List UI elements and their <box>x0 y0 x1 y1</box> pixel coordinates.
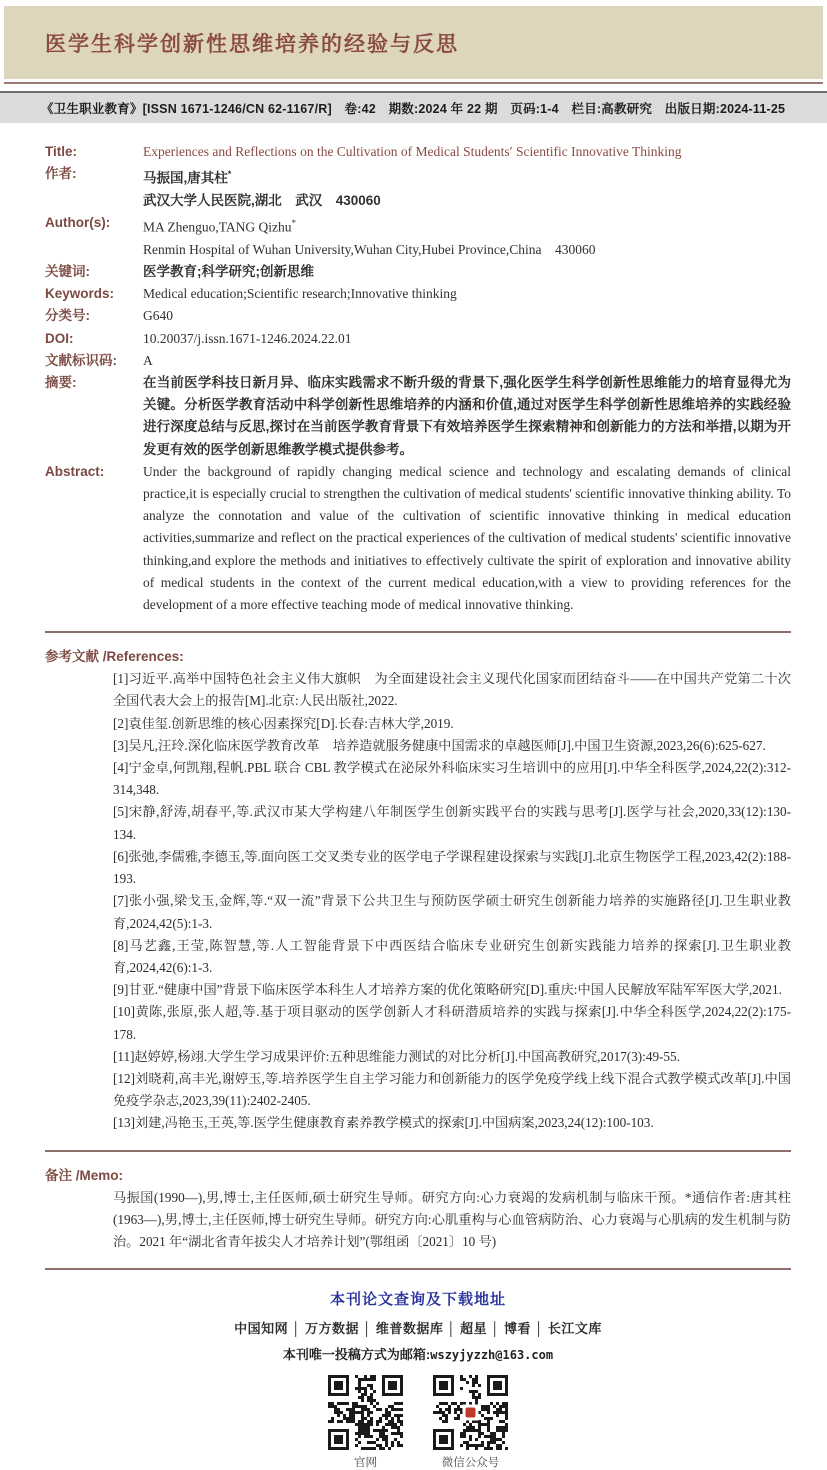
section-divider <box>45 1150 791 1152</box>
field-label-classification: 分类号: <box>45 308 90 324</box>
reference-item: [5]宋静,舒涛,胡春平,等.武汉市某大学构建八年制医学生创新实践平台的实践与思考[J].医学与社会,2020,33(12):130-134. <box>113 804 791 842</box>
meta-row-authors-cn <box>45 163 791 190</box>
memo-heading: 备注 /Memo: <box>45 1167 124 1183</box>
journal-info-bar: 《卫生职业教育》[ISSN 1671-1246/CN 62-1167/R] 卷:42 期数:2024 年 22 期 页码:1-4 栏目:高教研究 出版日期:2024-11-25 <box>0 91 827 123</box>
field-label-keywords-en: Keywords: <box>45 286 115 302</box>
qr-code-wechat <box>433 1375 508 1450</box>
field-value-classification: G640 <box>143 308 173 324</box>
reference-item: [7]张小强,梁戈玉,金辉,等.“双一流”背景下公共卫生与预防医学硕士研究生创新能力培养的实施路径[J].卫生职业教育,2024,42(5):1-3. <box>113 893 791 931</box>
qr-code-website <box>328 1375 403 1450</box>
field-label-authors-cn: 作者: <box>45 166 77 182</box>
field-value-title: Experiences and Reflections on the Cultivation of Medical Students′ Scientific Innovative Thinking <box>143 144 682 159</box>
qr-label-wechat: 微信公众号 <box>441 1457 500 1470</box>
reference-item: [1]习近平.高举中国特色社会主义伟大旗帜 为全面建设社会主义现代化国家而团结奋斗——在中国共产党第二十次全国代表大会上的报告[M].北京:人民出版社,2022. <box>113 671 791 709</box>
meta-row-affiliation-cn <box>45 190 791 212</box>
footer <box>45 1288 791 1470</box>
article-meta <box>0 123 827 1470</box>
corresponding-author-mark-en: * <box>291 218 297 229</box>
section-divider <box>45 631 791 633</box>
reference-item: [13]刘建,冯艳玉,王英,等.医学生健康教育素养教学模式的探索[J].中国病案,2023,24(12):100-103. <box>113 1115 654 1131</box>
meta-row-title <box>45 141 791 163</box>
meta-row-keywords-en <box>45 283 791 305</box>
references-list <box>113 668 791 1134</box>
masthead <box>4 6 823 79</box>
field-value-authors-cn: 马振国,唐其柱* <box>143 169 232 186</box>
footer-databases: 中国知网 │ 万方数据 │ 维普数据库 │ 超星 │ 博看 │ 长江文库 <box>234 1321 602 1337</box>
meta-row-affiliation-en <box>45 239 791 261</box>
reference-item: [3]吴凡,汪玲.深化临床医学教育改革 培养造就服务健康中国需求的卓越医师[J].中国卫生资源,2023,26(6):625-627. <box>113 737 766 753</box>
submission-email: wszyjyzzh@163.com <box>430 1348 554 1363</box>
meta-row-abstract-en <box>45 461 791 616</box>
field-label-doi: DOI: <box>45 330 74 346</box>
field-value-keywords-en: Medical education;Scientific research;Innovative thinking <box>143 286 457 302</box>
section-divider <box>45 1268 791 1270</box>
meta-row-abstract-cn <box>45 372 791 461</box>
qr-label-website: 官网 <box>354 1457 377 1470</box>
field-value-abstract-en: Under the background of rapidly changing medical science and technology and escalating demands of clinical practice,it is especially crucial to strengthen the cultivation of medical students' scientific innovative thinking ability. To analyze the connotation and value of the cultivation of scientific innovative thinking in medical education activities,summarize and reflect on the practical experiences of the cultivation of medical students' scientific innovative thinking,and explore the methods and initiatives to effectively cultivate the spirit of exploration and innovative ability of medical students in the context of the current medical education,with a view to providing references for the development of a more effective teaching mode of medical innovative thinking. <box>143 463 791 613</box>
reference-item: [4]宁金卓,何凯翔,程帆.PBL 联合 CBL 教学模式在泌尿外科临床实习生培训中的应用[J].中华全科医学,2024,22(2):312-314,348. <box>113 760 791 798</box>
field-label-document-code: 文献标识码: <box>45 352 117 368</box>
meta-row-document-code <box>45 350 791 372</box>
field-label-title: Title: <box>45 144 78 159</box>
footer-title: 本刊论文查询及下载地址 <box>329 1291 506 1309</box>
reference-item: [12]刘晓莉,高丰光,谢婷玉,等.培养医学生自主学习能力和创新能力的医学免疫学线上线下混合式教学模式改革[J].中国免疫学杂志,2023,39(11):2402-2405. <box>113 1070 791 1109</box>
meta-row-keywords-cn <box>45 261 791 283</box>
reference-item: [10]黄陈,张原,张人超,等.基于项目驱动的医学创新人才科研潜质培养的实践与探索[J].中华全科医学,2024,22(2):175-178. <box>113 1004 791 1042</box>
field-label-abstract-cn: 摘要: <box>45 375 77 391</box>
references-heading: 参考文献 /References: <box>45 649 184 665</box>
reference-item: [6]张弛,李儒雅,李德玉,等.面向医工交叉类专业的医学电子学课程建设探索与实践[J].北京生物医学工程,2023,42(2):188-193. <box>113 848 791 887</box>
page-top <box>0 0 827 84</box>
field-value-document-code: A <box>143 352 153 368</box>
field-label-authors-en: Author(s): <box>45 215 111 231</box>
field-value-authors-en: MA Zhenguo,TANG Qizhu* <box>143 218 297 235</box>
memo-text: 马振国(1990—),男,博士,主任医师,硕士研究生导师。研究方向:心力衰竭的发病机制与临床干预。*通信作者:唐其柱(1963—),男,博士,主任医师,博士研究生导师。研究方向:心肌重构与心血管病防治、心力衰竭与心肌病的发生机制与防治。2021 年“湖北省青年拔尖人才培养计划”(鄂组函〔2021〕10 号) <box>113 1189 791 1249</box>
footer-email-line: 本刊唯一投稿方式为邮箱:wszyjyzzh@163.com <box>282 1347 554 1363</box>
meta-row-classification <box>45 305 791 327</box>
masthead-divider <box>4 82 823 84</box>
field-value-affiliation-cn: 武汉大学人民医院,湖北 武汉 430060 <box>143 192 381 208</box>
reference-item: [9]甘亚.“健康中国”背景下临床医学本科生人才培养方案的优化策略研究[D].重庆:中国人民解放军陆军军医大学,2021. <box>113 982 782 998</box>
reference-item: [2]袁佳玺.创新思维的核心因素探究[D].长春:吉林大学,2019. <box>113 715 454 731</box>
reference-item: [11]赵婷婷,杨翊.大学生学习成果评价:五种思维能力测试的对比分析[J].中国高教研究,2017(3):49-55. <box>113 1048 680 1064</box>
article-title: 医学生科学创新性思维培养的经验与反思 <box>45 32 459 56</box>
field-value-doi: 10.20037/j.issn.1671-1246.2024.22.01 <box>143 330 352 346</box>
field-value-affiliation-en: Renmin Hospital of Wuhan University,Wuhan City,Hubei Province,China 430060 <box>143 241 596 257</box>
qr-codes <box>45 1375 791 1470</box>
corresponding-author-mark: * <box>227 169 232 180</box>
meta-row-doi <box>45 328 791 350</box>
meta-row-authors-en <box>45 212 791 239</box>
reference-item: [8]马艺鑫,王莹,陈智慧,等.人工智能背景下中西医结合临床专业研究生创新实践能力培养的探索[J].卫生职业教育,2024,42(6):1-3. <box>113 937 791 975</box>
field-label-abstract-en: Abstract: <box>45 463 105 479</box>
field-label-keywords-cn: 关键词: <box>45 264 90 280</box>
field-value-abstract-cn: 在当前医学科技日新月异、临床实践需求不断升级的背景下,强化医学生科学创新性思维能力的培育显得尤为关键。分析医学教育活动中科学创新性思维培养的内涵和价值,通过对医学生科学创新性思维培养的实践经验进行深度总结与反思,探讨在当前医学教育背景下有效培养医学生探索精神和创新能力的方法和举措,以期为开发更有效的医学创新思维教学模式提供参考。 <box>143 375 791 457</box>
field-value-keywords-cn: 医学教育;科学研究;创新思维 <box>143 264 314 280</box>
